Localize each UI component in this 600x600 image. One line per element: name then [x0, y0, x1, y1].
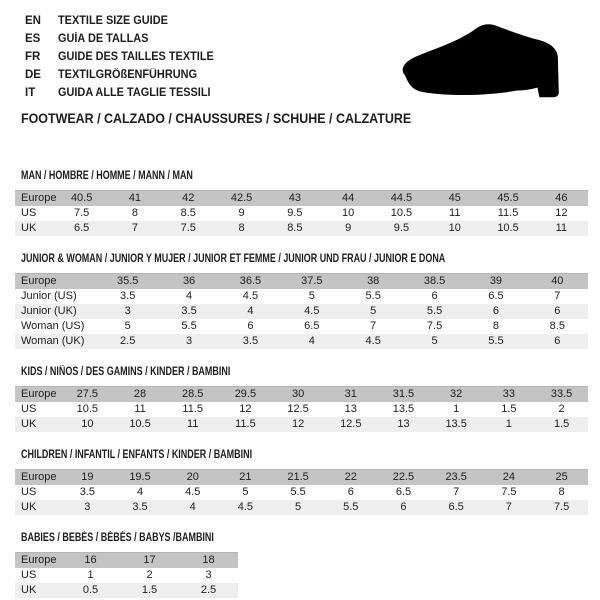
- size-cell: 3: [186, 335, 193, 347]
- section-title: [21, 366, 588, 379]
- size-cell: 2.5: [200, 584, 217, 596]
- size-cell: 38.5: [423, 275, 446, 287]
- size-cell: 28: [133, 388, 147, 400]
- size-cell: 46: [555, 192, 568, 204]
- size-cell: 3.5: [242, 335, 259, 347]
- row-label: US: [21, 569, 37, 581]
- size-cell: 3: [124, 305, 131, 317]
- size-cell: 13: [397, 418, 410, 430]
- size-cell: 8: [558, 486, 565, 498]
- size-cell: 9: [345, 222, 352, 234]
- category-heading: [21, 110, 459, 126]
- size-cell: 42.5: [230, 192, 253, 204]
- size-cell: 3: [205, 569, 212, 581]
- row-label: US: [21, 207, 37, 219]
- language-row: [25, 84, 222, 102]
- size-cell: 4: [308, 335, 315, 347]
- size-tables: [15, 170, 588, 598]
- size-cell: 7.5: [74, 207, 90, 219]
- row-label: Europe: [21, 388, 57, 400]
- section-title-text: JUNIOR & WOMAN / JUNIOR Y MUJER / JUNIOR ET FEMME / JUNIOR UND FRAU / JUNIOR E DONA: [21, 253, 446, 265]
- section-title: [21, 253, 588, 266]
- size-cell: 1.5: [553, 418, 570, 430]
- language-code: DE: [25, 69, 41, 81]
- size-cell: 19.5: [129, 471, 151, 483]
- row-label: Woman (UK): [21, 335, 85, 347]
- size-cell: 7.5: [553, 501, 570, 513]
- row-label: Europe: [21, 554, 57, 566]
- size-section-man: [15, 170, 588, 236]
- size-cell: 8: [131, 207, 138, 219]
- size-cell: 3.5: [120, 290, 136, 302]
- size-cell: 31: [344, 388, 357, 400]
- size-cell: 5.5: [488, 335, 504, 347]
- section-title-text: BABIES / BEBÉS / BÉBÉS / BABYS /BAMBINI: [21, 532, 214, 544]
- size-cell: 1: [453, 403, 460, 415]
- size-cell: 44.5: [390, 192, 413, 204]
- size-cell: 3.5: [132, 501, 148, 513]
- size-cell: 42: [182, 192, 195, 204]
- size-cell: 6.5: [488, 290, 504, 302]
- size-cell: 45: [448, 192, 461, 204]
- size-cell: 13.5: [445, 418, 467, 430]
- size-cell: 11.5: [235, 418, 256, 430]
- size-cell: 5.5: [426, 305, 443, 317]
- dress-shoe-icon: [393, 13, 589, 105]
- size-cell: 3.5: [79, 486, 95, 498]
- row-label: UK: [21, 222, 37, 234]
- size-cell: 6: [247, 320, 254, 332]
- table-row: [15, 289, 588, 304]
- size-cell: 7.5: [426, 320, 443, 332]
- size-section-kids: [15, 366, 588, 432]
- table-row: [15, 583, 238, 598]
- table-row: [15, 553, 238, 569]
- size-cell: 7.5: [501, 486, 517, 498]
- size-table-kids: [15, 386, 588, 432]
- language-title-text: TEXTILE SIZE GUIDE: [58, 15, 168, 27]
- size-cell: 11: [555, 222, 568, 234]
- table-row: [15, 334, 588, 349]
- size-cell: 9: [238, 207, 245, 219]
- size-cell: 30: [291, 388, 305, 400]
- size-cell: 27.5: [76, 388, 99, 400]
- size-cell: 5: [124, 320, 131, 332]
- size-cell: 33: [502, 388, 515, 400]
- size-table-children: [15, 469, 588, 515]
- size-cell: 41: [128, 192, 142, 204]
- size-cell: 11.5: [497, 207, 519, 219]
- row-label: Europe: [21, 275, 57, 287]
- size-cell: 7: [370, 320, 377, 332]
- size-cell: 32: [450, 388, 463, 400]
- section-title: [21, 532, 588, 545]
- language-code: ES: [25, 33, 41, 45]
- size-cell: 12: [555, 207, 568, 219]
- table-row: [15, 304, 588, 319]
- size-cell: 45.5: [497, 192, 519, 204]
- size-cell: 31.5: [392, 388, 415, 400]
- language-code: EN: [25, 15, 41, 27]
- size-table-babies: [15, 552, 238, 598]
- size-cell: 1: [87, 569, 94, 581]
- table-row: [15, 485, 588, 500]
- language-row: [25, 30, 222, 48]
- size-cell: 40: [551, 275, 564, 287]
- language-title: [58, 69, 204, 81]
- size-cell: 10.5: [497, 222, 519, 234]
- size-cell: 6.5: [395, 486, 412, 498]
- size-cell: 4.5: [185, 486, 201, 498]
- size-cell: 4: [189, 501, 196, 513]
- language-row: [25, 66, 222, 84]
- size-table-man: [15, 190, 588, 236]
- size-cell: 16: [84, 554, 97, 566]
- size-cell: 7: [131, 222, 138, 234]
- size-cell: 19: [81, 471, 94, 483]
- size-cell: 4.5: [237, 501, 254, 513]
- language-title-text: GUIDA ALLE TAGLIE TESSILI: [58, 87, 211, 99]
- table-row: [15, 470, 588, 486]
- section-title-text: CHILDREN / INFANTIL / ENFANTS / KINDER / BAMBINI: [21, 449, 253, 461]
- size-cell: 22.5: [392, 471, 415, 483]
- language-title: [58, 51, 222, 63]
- size-section-babies: [15, 532, 588, 598]
- size-cell: 12: [291, 418, 305, 430]
- language-row: [25, 12, 222, 30]
- size-cell: 5.5: [343, 501, 359, 513]
- row-label: UK: [21, 501, 37, 513]
- size-cell: 8.5: [549, 320, 565, 332]
- size-cell: 3: [84, 501, 91, 513]
- language-code: IT: [25, 87, 36, 99]
- size-cell: 5.5: [365, 290, 381, 302]
- size-cell: 4.5: [304, 305, 320, 317]
- size-cell: 44: [342, 192, 355, 204]
- size-cell: 6: [400, 501, 407, 513]
- size-cell: 10: [81, 418, 94, 430]
- language-title: [58, 87, 219, 99]
- row-label: Europe: [21, 192, 57, 204]
- table-row: [15, 274, 588, 290]
- size-cell: 5: [295, 501, 302, 513]
- size-cell: 6: [492, 305, 499, 317]
- size-cell: 7: [554, 290, 561, 302]
- size-cell: 6: [347, 486, 354, 498]
- size-cell: 10.5: [76, 403, 99, 415]
- row-label: UK: [21, 418, 37, 430]
- size-cell: 6.5: [448, 501, 464, 513]
- size-cell: 21: [239, 471, 252, 483]
- size-cell: 6.5: [304, 320, 320, 332]
- language-title-text: GUIDE DES TAILLES TEXTILE: [58, 51, 214, 63]
- table-row: [15, 417, 588, 432]
- size-cell: 12.5: [287, 403, 309, 415]
- size-cell: 4.5: [242, 290, 259, 302]
- size-cell: 36: [182, 275, 196, 287]
- table-row: [15, 402, 588, 417]
- row-label: US: [21, 486, 37, 498]
- row-label: Woman (US): [21, 320, 85, 332]
- size-cell: 12.5: [340, 418, 362, 430]
- size-cell: 18: [202, 554, 215, 566]
- size-table-junior: [15, 273, 588, 349]
- size-cell: 29.5: [234, 388, 257, 400]
- table-row: [15, 500, 588, 515]
- size-cell: 1.5: [141, 584, 158, 596]
- size-cell: 8: [492, 320, 499, 332]
- row-label: Europe: [21, 471, 57, 483]
- row-label: UK: [21, 584, 37, 596]
- size-cell: 25: [555, 471, 568, 483]
- size-cell: 4.5: [365, 335, 381, 347]
- table-row: [15, 191, 588, 207]
- size-cell: 36.5: [239, 275, 262, 287]
- language-title-text: TEXTILGRÖßENFÜHRUNG: [58, 69, 197, 81]
- size-cell: 5.5: [181, 320, 197, 332]
- table-row: [15, 387, 588, 403]
- category-heading-text: FOOTWEAR / CALZADO / CHAUSSURES / SCHUHE / CALZATURE: [21, 110, 412, 126]
- size-cell: 11: [134, 403, 146, 415]
- section-title: [21, 170, 588, 183]
- language-title: [58, 15, 174, 27]
- size-cell: 10: [448, 222, 461, 234]
- size-cell: 23.5: [445, 471, 467, 483]
- size-cell: 5: [431, 335, 438, 347]
- language-list: [25, 12, 222, 102]
- language-title-text: GUÍA DE TALLAS: [58, 33, 149, 45]
- size-cell: 28.5: [182, 388, 204, 400]
- row-label: US: [21, 403, 37, 415]
- size-cell: 5: [242, 486, 249, 498]
- size-cell: 2: [558, 403, 565, 415]
- size-cell: 13: [344, 403, 357, 415]
- size-cell: 24: [502, 471, 515, 483]
- size-cell: 35.5: [116, 275, 139, 287]
- size-cell: 7: [453, 486, 460, 498]
- size-cell: 7: [505, 501, 512, 513]
- size-section-junior: [15, 253, 588, 349]
- size-cell: 22: [344, 471, 357, 483]
- language-row: [25, 48, 222, 66]
- size-cell: 6: [554, 305, 561, 317]
- section-title-text: MAN / HOMBRE / HOMME / MANN / MAN: [21, 170, 193, 182]
- size-cell: 7.5: [180, 222, 196, 234]
- size-cell: 9.5: [393, 222, 410, 234]
- size-cell: 6: [431, 290, 438, 302]
- size-cell: 1.5: [501, 403, 517, 415]
- size-cell: 4: [186, 290, 193, 302]
- size-cell: 33.5: [550, 388, 573, 400]
- size-cell: 10.5: [129, 418, 151, 430]
- size-cell: 43: [288, 192, 301, 204]
- size-cell: 6.5: [74, 222, 90, 234]
- size-cell: 11: [187, 418, 199, 430]
- size-cell: 9.5: [287, 207, 303, 219]
- size-cell: 8.5: [180, 207, 196, 219]
- row-label: Junior (US): [21, 290, 77, 302]
- table-row: [15, 319, 588, 334]
- table-row: [15, 221, 588, 236]
- language-title: [58, 33, 153, 45]
- size-cell: 1: [505, 418, 512, 430]
- size-cell: 4: [136, 486, 144, 498]
- size-cell: 5.5: [290, 486, 306, 498]
- table-row: [15, 568, 238, 583]
- size-cell: 6: [554, 335, 561, 347]
- size-cell: 11: [449, 207, 461, 219]
- size-cell: 4: [247, 305, 254, 317]
- size-cell: 2.5: [120, 335, 136, 347]
- size-cell: 2: [146, 569, 153, 581]
- size-cell: 39: [489, 275, 503, 287]
- size-cell: 3.5: [181, 305, 197, 317]
- size-cell: 21.5: [287, 471, 309, 483]
- section-title: [21, 449, 588, 462]
- size-cell: 38: [367, 275, 380, 287]
- size-cell: 8.5: [287, 222, 303, 234]
- size-cell: 17: [143, 554, 156, 566]
- size-cell: 12: [239, 403, 252, 415]
- size-cell: 11.5: [182, 403, 204, 415]
- size-cell: 10: [342, 207, 355, 219]
- size-cell: 13.5: [392, 403, 415, 415]
- language-code: FR: [25, 51, 41, 63]
- table-row: [15, 206, 588, 221]
- size-cell: 37.5: [301, 275, 323, 287]
- section-title-text: KIDS / NIÑOS / DES GAMINS / KINDER / BAMBINI: [21, 366, 231, 378]
- size-cell: 5: [308, 290, 315, 302]
- size-cell: 8: [238, 222, 245, 234]
- size-cell: 20: [186, 471, 199, 483]
- size-cell: 40.5: [70, 192, 93, 204]
- size-section-children: [15, 449, 588, 515]
- size-cell: 10.5: [390, 207, 413, 219]
- row-label: Junior (UK): [21, 305, 77, 317]
- size-cell: 5: [370, 305, 377, 317]
- size-cell: 0.5: [82, 584, 99, 596]
